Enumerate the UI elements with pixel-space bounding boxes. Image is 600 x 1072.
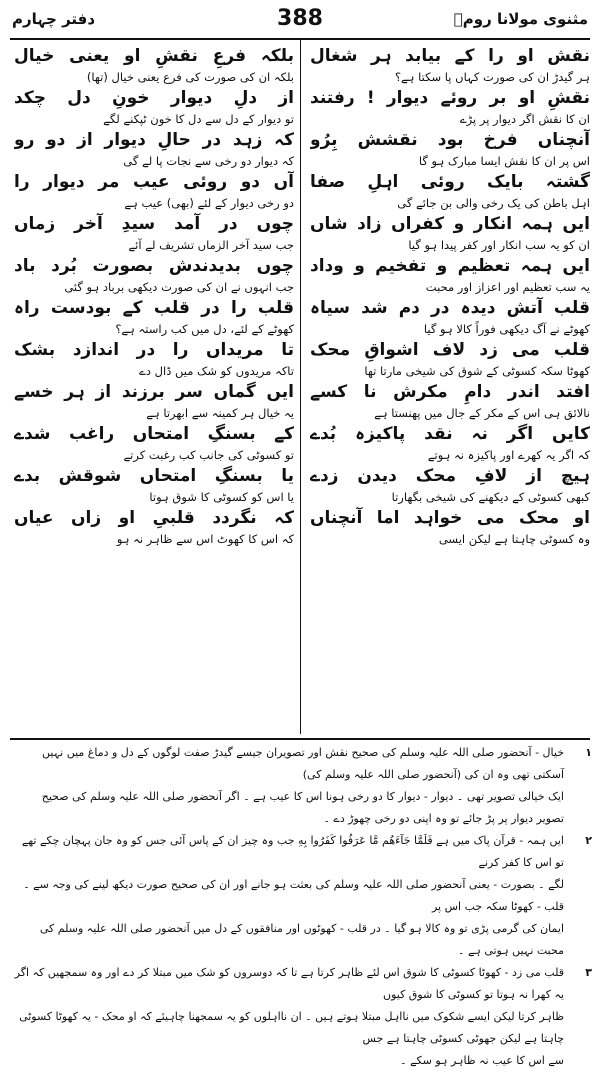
verse-line: بلکہ فرعِ نقشِ او یعنی خیال	[14, 46, 294, 66]
footnote-divider	[10, 738, 590, 740]
verse-line: او محک می خواہد اما آنچناں	[310, 508, 590, 528]
translation-line: کہ اگر یہ کھرے اور پاکیزہ نہ ہوتے	[427, 448, 590, 462]
page-header	[12, 6, 588, 36]
couplet	[310, 170, 590, 212]
translation-line: یہ خیال ہر کمینہ سے ابھرتا ہے	[146, 406, 294, 420]
footnote-line: قلب می زد - کھوٹا کسوٹی کا شوق اس لئے ظاہر کرتا ہے تا کہ دوسروں کو شک میں مبتلا کر دے اور وہ سمجھیں کہ اگر یہ کھرا نہ ہوتا تو کسوٹی کا شوق کیوں	[14, 966, 564, 1001]
verse-line: کے بسنگِ امتحاں راغب شدے	[14, 424, 294, 444]
couplet	[310, 464, 590, 506]
footnote-number: ۳	[585, 966, 592, 979]
footnote-line: لگے ۔ بصورت - یعنی آنحضور صلی اللہ علیہ وسلم کی بعثت ہو جانے اور ان کی صحیح صورت دیکھ لینے کی وجہ سے ۔ قلب - کھوٹا سکہ جب اس پر	[23, 878, 564, 913]
couplet	[310, 296, 590, 338]
translation-line: بلکہ ان کی صورت کی فرع یعنی خیال (تھا)	[86, 70, 294, 84]
translation-line: اس پر ان کا نقش ایسا مبارک ہو گا	[418, 154, 590, 168]
footnote-number: ۲	[585, 834, 592, 847]
verse-line: ایں ہمہ تعظیم و تفخیم و وداد	[310, 256, 590, 276]
verse-line: نقشِ او بر روئے دیوار ! رفتند	[310, 88, 590, 108]
translation-line: دو رخی دیوار کے لئے (بھی) عیب ہے	[124, 196, 294, 210]
footnote-number: ۱	[585, 746, 592, 759]
translation-line: کھوٹے نے آگ دیکھی فوراً کالا ہو گیا	[423, 322, 590, 336]
footnote-line: ایمان کی گرمی پڑی تو وہ کالا ہو گیا ۔ در قلب - کھوٹوں اور منافقوں کے دل میں آنحضور صلی اللہ علیہ وسلم کی محبت نہیں ہوتی ہے ۔	[39, 922, 564, 957]
translation-line: اہل باطن کی یک رخی والی بن جائے گی	[397, 196, 590, 210]
couplet	[14, 44, 294, 86]
couplet	[14, 128, 294, 170]
translation-line: یا اس کو کسوٹی کا شوق ہوتا	[149, 490, 294, 504]
couplet	[14, 338, 294, 380]
verse-line: ایں گماں سر برزند از ہر خسے	[14, 382, 294, 402]
verse-line: از دلِ دیوار خونِ دل چکد	[14, 88, 294, 108]
translation-line: نالائق ہی اس کے مکر کے جال میں پھنستا ہے	[374, 406, 590, 420]
footnotes	[12, 742, 592, 1072]
page-number: 388	[277, 6, 323, 31]
column-divider	[300, 40, 301, 734]
couplet	[310, 128, 590, 170]
translation-line: یہ سب تعظیم اور اعزاز اور محبت	[425, 280, 590, 294]
couplet	[310, 86, 590, 128]
footnote	[12, 962, 592, 1072]
verse-line: آں دو روئی عیب مر دیوار را	[14, 172, 294, 192]
couplet	[310, 422, 590, 464]
couplet	[14, 296, 294, 338]
footnote-line: سے اس کا عیب نہ ظاہر ہو سکے ۔	[400, 1054, 564, 1067]
translation-line: وہ کسوٹی چاہتا ہے لیکن ایسی	[438, 532, 590, 546]
translation-line: کہ دیوار دو رخی سے نجات پا لے گی	[123, 154, 294, 168]
translation-line: ان کو یہ سب انکار اور کفر پیدا ہو گیا	[408, 238, 590, 252]
footnote	[12, 742, 592, 830]
translation-line: کھوٹے کے لئے، دل میں کب راستہ ہے؟	[115, 322, 294, 336]
verse-line: قلب می زد لاف اشواقِ محک	[310, 340, 590, 360]
couplet	[14, 212, 294, 254]
translation-line: ان کا نقش اگر دیوار پر پڑے	[459, 112, 590, 126]
couplet	[310, 338, 590, 380]
verse-line: کایں اگر نہ نقد پاکیزہ بُدے	[310, 424, 590, 444]
verse-line: قلب آتش دیدہ در دم شد سیاہ	[310, 298, 590, 318]
verse-line: افتد اندر دامِ مکرش نا کسے	[310, 382, 590, 402]
translation-line: جب سید آخر الزماں تشریف لے آئے	[128, 238, 294, 252]
verse-line: یا بسنگِ امتحاں شوقش بدے	[14, 466, 294, 486]
footnote-line: ایک خیالی تصویر تھی ۔ دیوار - دیوار کا دو رخی ہونا اس کا عیب ہے ۔ اگر آنحضور صلی اللہ علیہ وسلم کی صحیح تصویر دیوار پر پڑ جائے تو وہ اپنی دو رخی چھوڑ دے ۔	[41, 790, 564, 825]
verse-line: کہ نگردد قلبیِ او زاں عیاں	[14, 508, 294, 528]
translation-line: ہر گیدڑ ان کی صورت کہاں پا سکتا ہے؟	[394, 70, 590, 84]
verse-line: چوں بدیدندش بصورت بُرد باد	[14, 256, 294, 276]
verse-line: ایں ہمہ انکار و کفراں زاد شاں	[310, 214, 590, 234]
verse-line: نقش او را کے بیابد ہر شغال	[310, 46, 590, 66]
couplet	[310, 212, 590, 254]
couplet	[14, 170, 294, 212]
couplet	[310, 254, 590, 296]
footnote-line: ظاہر کرتا لیکن ایسے شکوک میں نااہل مبتلا ہوتے ہیں ۔ ان نااہلوں کو یہ سمجھنا چاہیئے کہ او محک - یہ کھوٹا کسوٹی چاہتا ہے لیکن جھوٹی کسوٹی چاہتا ہے جس	[19, 1010, 564, 1045]
footnote-line: خیال - آنحضور صلی اللہ علیہ وسلم کی صحیح نقش اور تصویران جیسے گیدڑ صفت لوگوں کے دل و دماغ میں نہیں آسکتی تھی وہ ان کی (آنحضور صلی اللہ علیہ وسلم کی)	[42, 746, 564, 781]
footnote-line: ایں ہمہ - قرآن پاک میں ہے فَلَمَّا جَآءَهُم مَّا عَرَفُوا كَفَرُوا بِهِ جب وہ چیز ان کے پاس آئی جس کو وہ جان پہچان چکے تھے تو اس کا کفر کرنے	[21, 834, 564, 869]
translation-line: جب انہوں نے ان کی صورت دیکھی برباد ہو گئی	[64, 280, 294, 294]
verse-line: چوں در آمد سیدِ آخر زماں	[14, 214, 294, 234]
verse-line: گشتہ بایک روئی اہلِ صفا	[310, 172, 590, 192]
couplet	[14, 506, 294, 548]
translation-line: تو کسوٹی کی جانب کب رغبت کرتے	[123, 448, 294, 462]
verse-line: تا مریداں را در اندازد بشک	[14, 340, 294, 360]
couplet	[310, 506, 590, 548]
couplet	[14, 86, 294, 128]
verse-line: ہیچ از لافِ محک دیدن زدے	[310, 466, 590, 486]
translation-line: تاکہ مریدوں کو شک میں ڈال دے	[139, 364, 294, 378]
translation-line: کہ اس کا کھوٹ اس سے ظاہر نہ ہو	[116, 532, 294, 546]
translation-line: کبھی کسوٹی کے دیکھنے کی شیخی بگھارتا	[391, 490, 590, 504]
verse-line: آنچناں فرخ بود نقشش بِرُو	[310, 130, 590, 150]
translation-line: کھوٹا سکہ کسوٹی کے شوق کی شیخی مارتا تھا	[364, 364, 590, 378]
left-verse-column	[14, 44, 294, 736]
couplet	[14, 464, 294, 506]
translation-line: تو دیوار کے دل سے دل کا خون ٹپکنے لگے	[103, 112, 294, 126]
couplet	[14, 422, 294, 464]
footnote	[12, 830, 592, 962]
verse-line: قلب را در قلب کے بودست راہ	[14, 298, 294, 318]
verse-line: کہ زہد در حالِ دیوار از دو رو	[14, 130, 294, 150]
couplet	[14, 254, 294, 296]
right-verse-column	[310, 44, 590, 736]
couplet	[310, 44, 590, 86]
book-title: مثنوی مولانا رومؒ	[453, 10, 588, 28]
couplet	[310, 380, 590, 422]
couplet	[14, 380, 294, 422]
volume-label: دفتر چہارم	[12, 10, 96, 28]
